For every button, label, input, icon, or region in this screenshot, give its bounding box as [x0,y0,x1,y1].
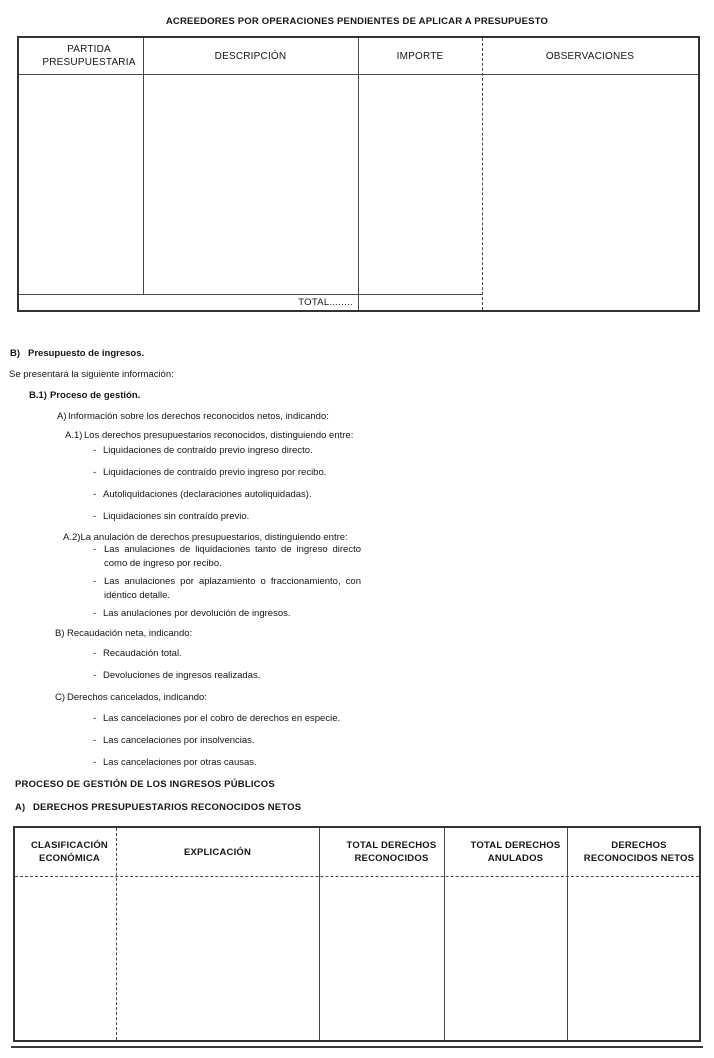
bullet-dash: - [93,713,97,724]
table1-total-label: TOTAL........ [298,296,353,308]
item-text: Las anulaciones por devolución de ingresos. [103,608,291,619]
bullet-item [93,488,312,501]
bullet-dash: - [93,735,97,746]
table2-header-total-reconocidos: TOTAL DERECHOS RECONOCIDOS [346,840,437,864]
bullet-item [93,510,249,523]
heading-derechos-reconocidos [15,802,301,813]
item-text: Autoliquidaciones (declaraciones autoliquidadas). [103,489,312,500]
item-label: A) [57,411,67,422]
bullet-item [93,647,182,660]
table1-header-descripcion: DESCRIPCIÓN [214,50,287,62]
item-text: DERECHOS PRESUPUESTARIOS RECONOCIDOS NETOS [33,802,302,813]
item-text: Recaudación neta, indicando: [67,628,193,639]
item-text: Las anulaciones de liquidaciones tanto de ingreso directo como de ingreso por recibo. [104,544,361,569]
item-text: Presupuesto de ingresos. [28,348,145,359]
table1-header-observaciones: OBSERVACIONES [545,50,635,62]
item-text: Recaudación total. [103,648,182,659]
table1-header-importe: IMPORTE [396,50,444,62]
item-text: Derechos cancelados, indicando: [67,692,207,703]
bullet-dash: - [93,608,97,619]
bullet-item [93,669,260,682]
item-label: B) [55,628,65,639]
item-c [55,691,207,704]
item-text: Liquidaciones de contraído previo ingreso directo. [103,445,313,456]
bullet-dash: - [93,648,97,659]
table1-header-partida: PARTIDA PRESUPUESTARIA [42,44,136,68]
bullet-dash: - [93,670,97,681]
item-label: A.2) [63,532,81,543]
table2-header-total-anulados: TOTAL DERECHOS ANULADOS [470,840,561,864]
table2-header-clasificacion: CLASIFICACIÓN ECONÓMICA [30,840,108,864]
item-label: B) [10,348,21,359]
table1-col-divider-3 [482,38,483,310]
bullet-dash: - [93,511,97,522]
bullet-item [93,466,326,479]
item-text: Los derechos presupuestarios reconocidos, distinguiendo entre: [84,430,354,441]
bullet-item [93,575,363,603]
item-a1 [65,429,353,442]
bullet-dash: - [93,757,97,768]
item-text: Información sobre los derechos reconocidos netos, indicando: [68,411,329,422]
item-a [57,410,329,423]
item-text: Devoluciones de ingresos realizadas. [103,670,261,681]
item-label: A) [15,802,26,813]
item-text: La anulación de derechos presupuestarios, distinguiendo entre: [80,532,348,543]
page-cut-line [11,1046,703,1048]
bullet-dash: - [93,445,97,456]
bullet-item [93,543,363,571]
table1-title: ACREEDORES POR OPERACIONES PENDIENTES DE APLICAR A PRESUPUESTO [165,16,549,27]
item-text: Se presentará la siguiente información: [9,369,174,380]
bullet-item [93,712,340,725]
table2-header-reconocidos-netos: DERECHOS RECONOCIDOS NETOS [583,840,695,864]
bullet-item [93,734,255,747]
item-label: A.1) [65,430,83,441]
bullet-item [93,756,257,769]
heading-presupuesto-ingresos [10,347,144,360]
bullet-item [93,607,291,620]
item-text: Las anulaciones por aplazamiento o fraccionamiento, con idéntico detalle. [104,576,361,601]
table2-header-explicacion: EXPLICACIÓN [183,846,252,858]
heading-proceso-ingresos-publicos: PROCESO DE GESTIÓN DE LOS INGRESOS PÚBLICOS [15,779,275,790]
item-text: Las cancelaciones por insolvencias. [103,735,255,746]
item-text: Las cancelaciones por otras causas. [103,757,257,768]
item-text: Liquidaciones sin contraído previo. [103,511,250,522]
table1-col-divider-2 [358,38,359,310]
item-text: Las cancelaciones por el cobro de derechos en especie. [103,713,341,724]
item-text: Proceso de gestión. [50,390,141,401]
item-label: B.1) [29,390,47,401]
heading-proceso-gestion [29,389,140,402]
intro-text [9,368,174,381]
bullet-dash: - [93,576,97,587]
bullet-dash: - [93,467,97,478]
table2-header-divider [15,876,699,877]
bullet-dash: - [93,489,97,500]
bullet-item [93,444,313,457]
table-derechos [13,826,701,1042]
item-b [55,627,192,640]
table1-col-divider-1 [143,38,144,294]
item-text: Liquidaciones de contraído previo ingreso por recibo. [103,467,327,478]
item-label: C) [55,692,66,703]
table-acreedores [17,36,700,312]
bullet-dash: - [93,544,97,555]
